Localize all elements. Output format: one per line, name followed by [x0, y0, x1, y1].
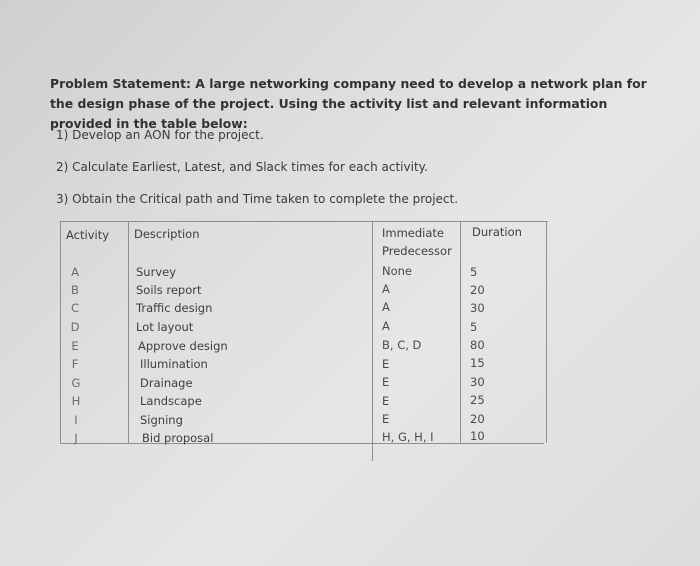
table-col-divider-3: [460, 221, 461, 443]
predecessor-cell: E: [382, 357, 390, 371]
header-activity: Activity: [66, 228, 110, 242]
problem-statement: Problem Statement: A large networking company need to develop a network plan for the design phase of the project. Using the activity list and relevant information provided in the table below:: [50, 76, 647, 131]
table-bottom-border: [60, 443, 544, 444]
activity-cell: H: [71, 394, 81, 408]
activity-cell: B: [71, 283, 79, 297]
task-1: 1) Develop an AON for the project.: [56, 128, 264, 142]
duration-cell: 5: [470, 265, 478, 279]
duration-cell: 20: [470, 412, 485, 426]
predecessor-cell: E: [382, 375, 390, 389]
activity-cell: G: [71, 376, 81, 390]
table-right-border: [546, 221, 547, 443]
predecessor-cell: A: [382, 300, 390, 314]
predecessor-cell: E: [382, 412, 390, 426]
duration-cell: 30: [470, 375, 485, 389]
table-col-divider-2: [372, 221, 373, 461]
header-duration: Duration: [472, 225, 522, 239]
duration-cell: 25: [470, 393, 485, 407]
header-predecessor-2: Predecessor: [382, 244, 452, 258]
description-cell: Landscape: [140, 394, 202, 408]
activity-cell: F: [71, 357, 79, 371]
predecessor-cell: A: [382, 282, 390, 296]
duration-cell: 80: [470, 338, 485, 352]
description-cell: Signing: [140, 413, 183, 427]
task-2: 2) Calculate Earliest, Latest, and Slack times for each activity.: [56, 160, 428, 174]
description-cell: Traffic design: [136, 301, 213, 315]
description-cell: Approve design: [138, 339, 228, 353]
description-cell: Illumination: [140, 357, 208, 371]
description-cell: Bid proposal: [142, 431, 214, 445]
table-col-divider-1: [128, 221, 129, 443]
activity-cell: C: [70, 301, 80, 315]
table-left-border: [60, 221, 61, 443]
activity-cell: I: [74, 413, 78, 427]
predecessor-cell: B, C, D: [382, 338, 422, 352]
duration-cell: 10: [470, 429, 485, 443]
predecessor-cell: E: [382, 394, 390, 408]
predecessor-cell: None: [382, 264, 413, 278]
activity-cell: J: [74, 431, 78, 445]
predecessor-cell: H, G, H, I: [382, 430, 434, 444]
description-cell: Lot layout: [136, 320, 194, 334]
header-predecessor-1: Immediate: [382, 226, 444, 240]
activity-table: [60, 221, 548, 461]
duration-cell: 30: [470, 301, 485, 315]
description-cell: Soils report: [136, 283, 202, 297]
duration-cell: 5: [470, 320, 478, 334]
description-cell: Drainage: [140, 376, 193, 390]
activity-cell: E: [71, 339, 79, 353]
task-3: 3) Obtain the Critical path and Time taken to complete the project.: [56, 192, 459, 206]
header-description: Description: [134, 227, 200, 241]
description-cell: Survey: [136, 265, 177, 279]
activity-cell: D: [70, 320, 80, 334]
activity-cell: A: [71, 265, 79, 279]
table-top-border: [60, 221, 548, 222]
predecessor-cell: A: [382, 319, 390, 333]
duration-cell: 15: [470, 356, 485, 370]
duration-cell: 20: [470, 283, 485, 297]
